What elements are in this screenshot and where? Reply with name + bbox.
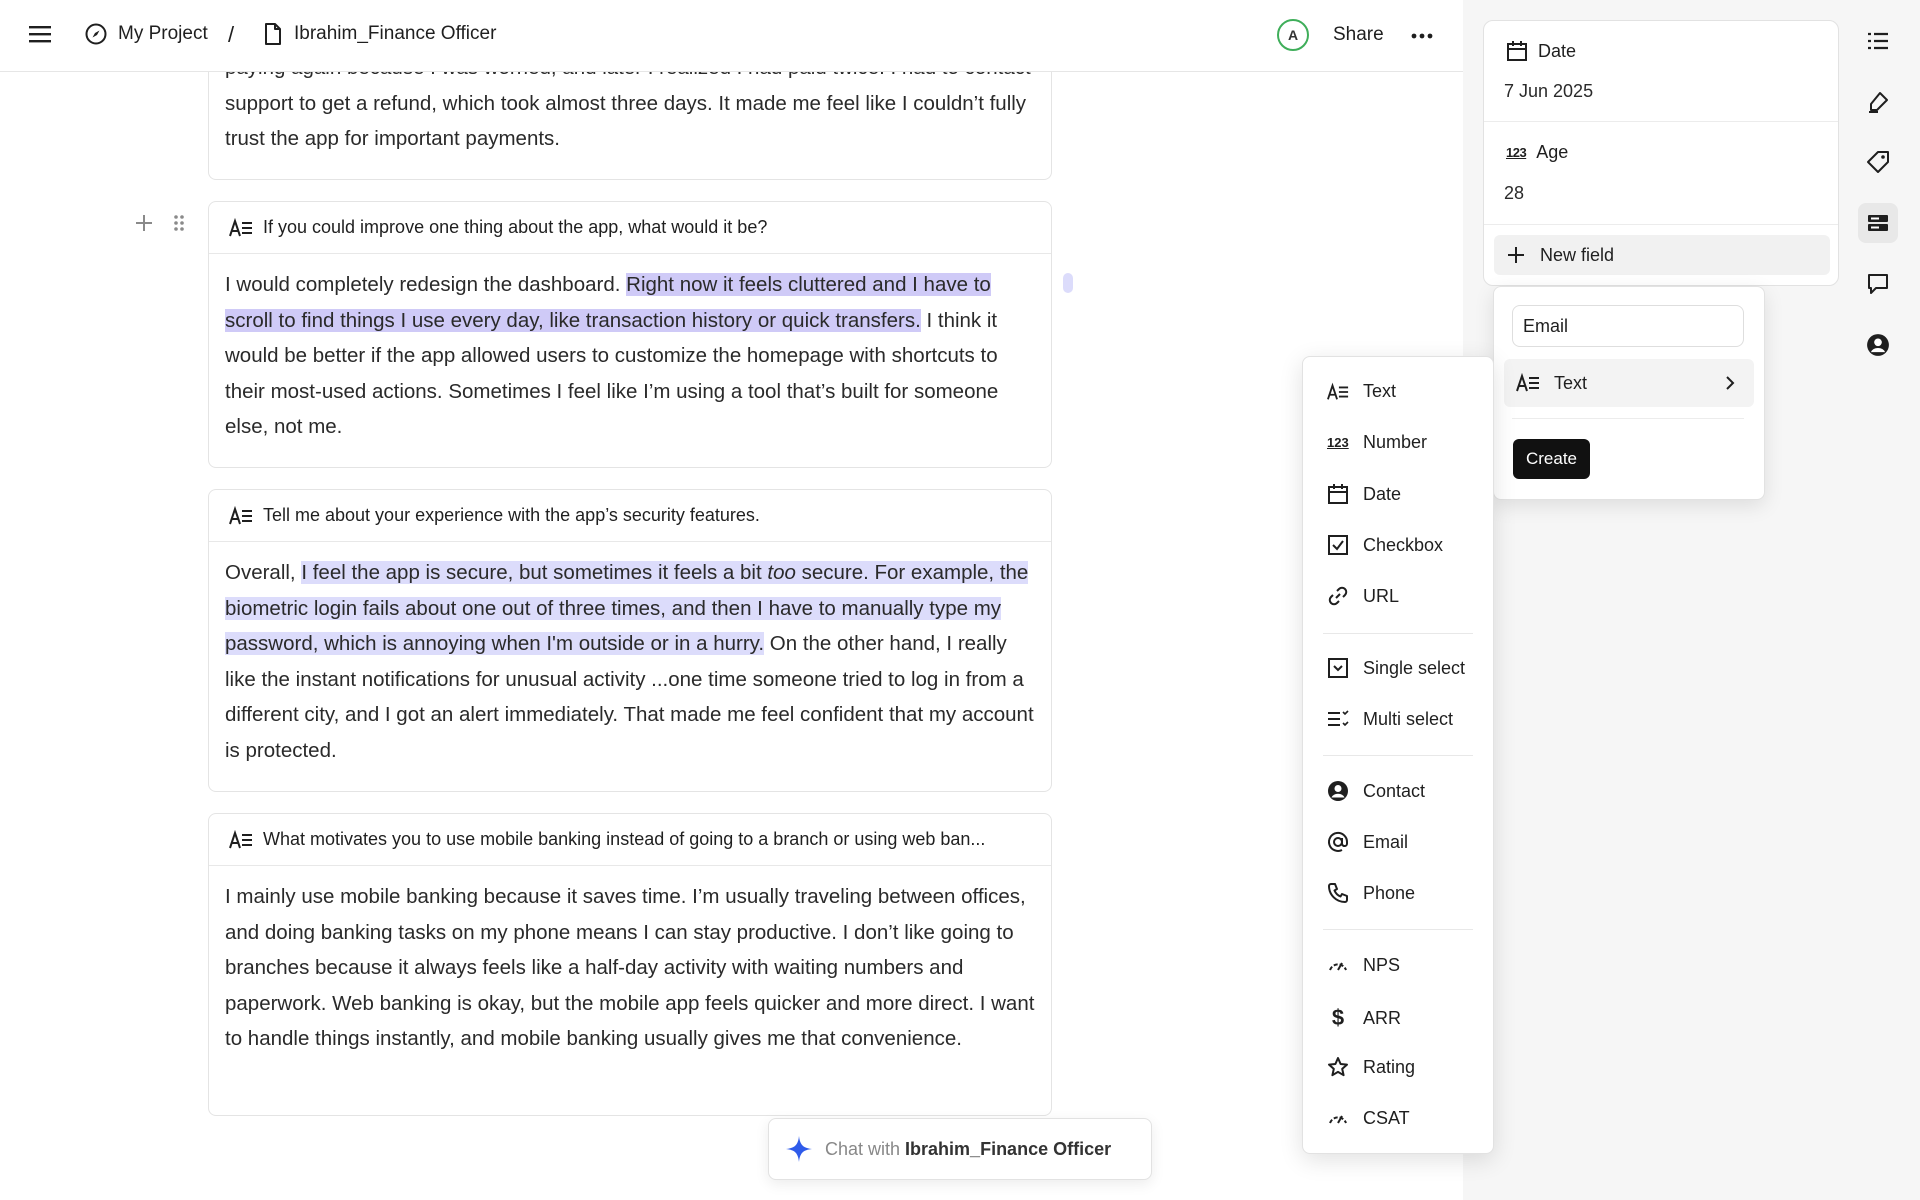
menu-divider: [1323, 633, 1473, 634]
top-bar: [0, 0, 1463, 72]
answer-segment: too: [767, 561, 796, 584]
answer-segment: On the other hand, I really like the instant notifications for unusual activity ...one time someone tried to log in from a different city, and I got an alert immediately. That made me feel confident that my account is protected.: [225, 632, 1034, 762]
fields-icon: [1867, 213, 1889, 233]
menu-item-text[interactable]: [1327, 381, 1396, 402]
calendar-icon: [1327, 483, 1349, 505]
menu-item-label: CSAT: [1363, 1107, 1410, 1128]
new-field-label: New field: [1540, 244, 1615, 265]
gauge-icon: [1327, 954, 1349, 976]
chevron-right-icon: [1724, 375, 1736, 391]
new-field-button[interactable]: [1494, 235, 1830, 275]
list-icon: [1866, 30, 1890, 52]
menu-item-phone[interactable]: [1327, 882, 1415, 904]
add-block-button[interactable]: [133, 212, 155, 234]
menu-item-date[interactable]: [1327, 483, 1401, 505]
question-header: [209, 202, 1051, 254]
field-type-menu: [1302, 356, 1494, 1154]
chat-label: [825, 1139, 1111, 1160]
menu-divider: [1323, 929, 1473, 930]
menu-item-label: URL: [1363, 585, 1400, 606]
menu-item-email[interactable]: [1327, 831, 1408, 853]
checkbox-icon: [1327, 534, 1349, 556]
field-date-label-row[interactable]: [1506, 40, 1576, 62]
date-field-label: Date: [1538, 40, 1577, 61]
menu-item-checkbox[interactable]: [1327, 534, 1443, 556]
question-text: What motivates you to use mobile banking instead of going to a branch or using web ban...: [263, 829, 986, 849]
number-icon: 123: [1327, 435, 1349, 450]
question-card: [208, 489, 1052, 792]
rail-outline-button[interactable]: [1858, 21, 1898, 61]
menu-item-label: Multi select: [1363, 708, 1454, 729]
document-title: Ibrahim_Finance Officer: [294, 23, 497, 44]
date-field-value[interactable]: 7 Jun 2025: [1504, 81, 1594, 101]
breadcrumb-separator: /: [228, 22, 235, 47]
rail-tags-button[interactable]: [1858, 142, 1898, 182]
menu-item-multi-select[interactable]: [1327, 708, 1453, 730]
project-name: My Project: [118, 23, 208, 44]
answer-text[interactable]: [209, 866, 1051, 1057]
rail-highlight-button[interactable]: [1858, 82, 1898, 122]
multi-select-icon: [1327, 708, 1349, 730]
sparkle-icon: [785, 1135, 813, 1163]
chat-person-name: Ibrahim_Finance Officer: [905, 1138, 1112, 1159]
comment-icon: [1866, 272, 1890, 296]
text-field-icon: [229, 218, 253, 238]
phone-icon: [1327, 882, 1349, 904]
user-icon: [1866, 333, 1890, 357]
menu-item-label: Text: [1363, 381, 1397, 401]
menu-item-arr[interactable]: [1327, 1005, 1401, 1031]
answer-text[interactable]: [209, 542, 1051, 768]
answer-segment: I would completely redesign the dashboard.: [225, 273, 627, 296]
question-card: [208, 201, 1052, 468]
menu-item-label: Contact: [1363, 780, 1426, 801]
rail-contact-button[interactable]: [1858, 325, 1898, 365]
at-sign-icon: [1327, 831, 1349, 853]
answer-segment: Right now it feels cluttered and I have to scroll to find things I use every day, like transaction history or quick transfers.: [225, 273, 991, 332]
answer-text[interactable]: [209, 254, 1051, 445]
more-options-button[interactable]: [1410, 24, 1434, 48]
menu-item-label: ARR: [1363, 1007, 1402, 1028]
highlight-marker[interactable]: [1063, 273, 1073, 293]
answer-segment: support to get a refund, which took almost three days. It made me feel like I couldn’t fully trust the app for important payments.: [225, 91, 1027, 150]
avatar: A: [1277, 19, 1309, 51]
rail-fields-button[interactable]: [1858, 203, 1898, 243]
new-field-popover: [1493, 286, 1765, 500]
menu-item-rating[interactable]: [1327, 1056, 1415, 1078]
highlighter-icon: [1866, 90, 1890, 114]
divider: [1484, 224, 1838, 225]
tag-icon: [1866, 150, 1890, 174]
single-select-icon: [1327, 657, 1349, 679]
menu-item-label: Email: [1363, 831, 1409, 852]
menu-item-contact[interactable]: [1327, 780, 1425, 802]
fields-card: [1483, 20, 1839, 286]
question-header: [209, 814, 1051, 866]
link-icon: [1327, 585, 1349, 607]
create-button[interactable]: Create: [1513, 439, 1590, 479]
menu-item-single-select[interactable]: [1327, 657, 1465, 679]
menu-item-url[interactable]: [1327, 585, 1399, 607]
drag-handle[interactable]: [172, 213, 186, 233]
hamburger-icon: [28, 24, 52, 44]
chat-bar[interactable]: [768, 1118, 1152, 1180]
menu-item-label: NPS: [1363, 954, 1401, 975]
question-text: If you could improve one thing about the app, what would it be?: [263, 217, 768, 237]
question-text: Tell me about your experience with the app’s security features.: [263, 505, 760, 525]
question-card: [208, 813, 1052, 1116]
calendar-icon: [1506, 40, 1528, 62]
answer-segment: I think it would be better if the app allowed users to customize the homepage with shortcuts to their most-used actions. Sometimes I feel like I’m using a tool that’s built for someone else, not me.: [225, 308, 999, 438]
menu-item-label: Rating: [1363, 1056, 1416, 1077]
user-avatar[interactable]: [1277, 19, 1309, 51]
menu-item-label: Number: [1363, 432, 1428, 452]
plus-icon: [1506, 245, 1526, 265]
divider: [1484, 121, 1838, 122]
compass-icon: [84, 22, 108, 46]
star-icon: [1327, 1056, 1349, 1078]
share-button[interactable]: Share: [1333, 24, 1384, 45]
chat-prefix: Chat with: [825, 1138, 906, 1159]
field-type-label: Text: [1554, 372, 1588, 393]
dollar-icon: $: [1331, 1005, 1345, 1030]
field-type-select[interactable]: [1504, 359, 1754, 407]
text-field-icon: [1327, 382, 1349, 402]
breadcrumb-project[interactable]: [84, 22, 208, 46]
field-name-input[interactable]: Email: [1512, 305, 1744, 347]
field-age-label-row[interactable]: [1506, 142, 1568, 163]
question-header: [209, 490, 1051, 542]
number-icon: 123: [1506, 145, 1527, 160]
menu-item-label: Single select: [1363, 657, 1466, 678]
menu-item-csat[interactable]: [1327, 1107, 1410, 1129]
document-icon: [262, 22, 284, 46]
menu-item-label: Checkbox: [1363, 534, 1444, 555]
answer-segment: I feel the app is secure, but sometimes it feels a bit: [301, 561, 768, 584]
drag-handle-icon: [172, 213, 186, 233]
rail-comments-button[interactable]: [1858, 264, 1898, 304]
menu-button[interactable]: [28, 24, 52, 44]
menu-item-nps[interactable]: [1327, 954, 1400, 976]
contact-icon: [1327, 780, 1349, 802]
text-field-icon: [1516, 373, 1540, 393]
age-field-value[interactable]: 28: [1504, 183, 1525, 203]
breadcrumb-document[interactable]: [262, 22, 496, 46]
menu-item-label: Phone: [1363, 882, 1416, 903]
menu-item-number[interactable]: [1327, 432, 1427, 453]
answer-segment: Overall,: [225, 561, 302, 584]
plus-icon: [133, 212, 155, 234]
text-field-icon: [229, 830, 253, 850]
text-field-icon: [229, 506, 253, 526]
gauge-icon: [1327, 1107, 1349, 1129]
divider: [1512, 418, 1744, 419]
menu-item-label: Date: [1363, 483, 1402, 504]
more-horizontal-icon: [1410, 24, 1434, 48]
answer-segment: I mainly use mobile banking because it saves time. I’m usually traveling between offices, and doing banking tasks on my phone means I can stay productive. I don’t like going to branches because it always feels like a half-day activity with waiting numbers and paperwork. Web banking is okay, but the mobile app feels quicker and more direct. I want to handle things instantly, and mobile banking usually gives me that convenience.: [225, 885, 1035, 1050]
answer-segment: secure. For example, the biometric login fails about one out of three times, and then I have to manually type my password, which is annoying when I'm outside or in a hurry.: [225, 561, 1029, 655]
age-field-label: Age: [1536, 142, 1569, 162]
menu-divider: [1323, 755, 1473, 756]
